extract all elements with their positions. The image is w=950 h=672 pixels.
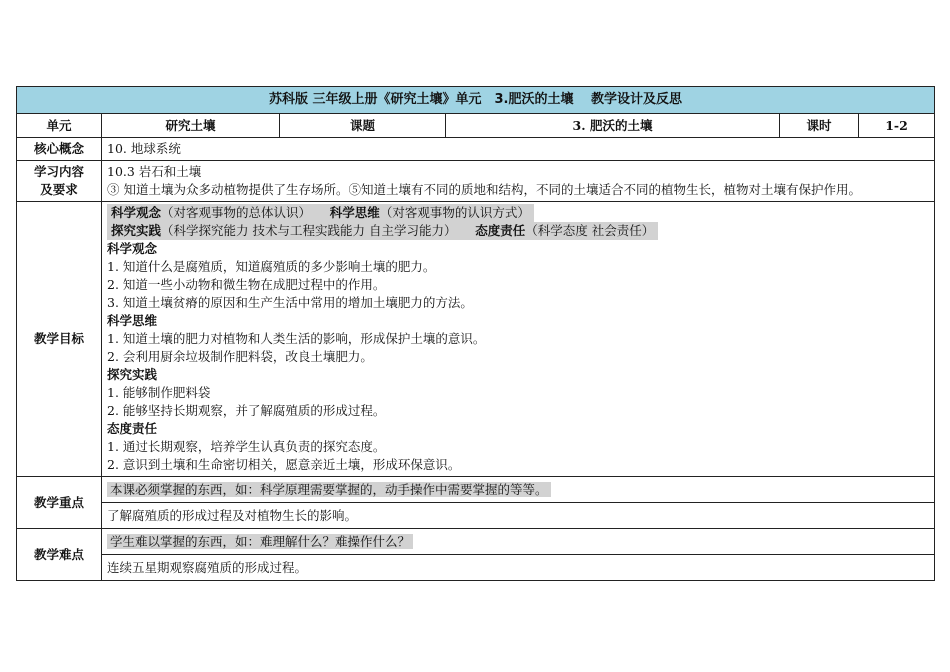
key-points-hint: 本课必须掌握的东西，如：科学原理需要掌握的，动手操作中需要掌握的等等。 xyxy=(107,482,551,497)
tag-desc: （对客观事物的总体认识） xyxy=(161,205,305,220)
difficulties-hint: 学生难以掌握的东西，如：难理解什么？难操作什么？ xyxy=(107,534,413,549)
core-concept-label: 核心概念 xyxy=(17,138,102,161)
topic-label: 课题 xyxy=(280,114,446,138)
tag-desc: （对客观事物的认识方式） xyxy=(379,205,530,220)
key-points-hint-cell xyxy=(102,477,935,503)
tag-desc: （科学探究能力 技术与工程实践能力 自主学习能力） xyxy=(161,223,451,238)
learning-line: 10.3 岩石和土壤 xyxy=(107,164,202,179)
learning-label-line1: 学习内容 xyxy=(33,164,84,179)
objective-tags-row-1 xyxy=(107,204,929,222)
learning-content xyxy=(102,161,935,202)
objective-item: 2. 能够坚持长期观察，并了解腐殖质的形成过程。 xyxy=(107,403,386,418)
unit-label: 单元 xyxy=(17,114,102,138)
objective-heading: 态度责任 xyxy=(107,421,158,436)
tag-title: 科学观念 xyxy=(111,205,162,220)
core-concept-value: 10. 地球系统 xyxy=(102,138,935,161)
objectives-label: 教学目标 xyxy=(17,202,102,477)
tag-title: 科学思维 xyxy=(329,205,380,220)
objective-item: 2. 知道一些小动物和微生物在成肥过程中的作用。 xyxy=(107,277,386,292)
objective-heading: 科学观念 xyxy=(107,241,158,256)
tag-desc: （科学态度 社会责任） xyxy=(525,223,655,238)
objective-item: 1. 知道什么是腐殖质，知道腐殖质的多少影响土壤的肥力。 xyxy=(107,259,436,274)
difficulties-value: 连续五星期观察腐殖质的形成过程。 xyxy=(102,555,935,581)
tag-title: 探究实践 xyxy=(111,223,162,238)
objectives-content xyxy=(102,202,935,477)
period-value: 1-2 xyxy=(859,114,935,138)
tag-title: 态度责任 xyxy=(475,223,526,238)
unit-value: 研究土壤 xyxy=(102,114,280,138)
objective-tags-highlight-2 xyxy=(107,222,658,240)
objective-heading: 科学思维 xyxy=(107,313,158,328)
difficulties-hint-cell xyxy=(102,529,935,555)
learning-content-label xyxy=(17,161,102,202)
objective-tags-highlight-1 xyxy=(107,204,534,222)
lesson-plan-table xyxy=(16,86,935,581)
difficulties-label: 教学难点 xyxy=(17,529,102,581)
objective-item: 1. 能够制作肥料袋 xyxy=(107,385,211,400)
topic-value: 3. 肥沃的土壤 xyxy=(446,114,780,138)
learning-line: ③ 知道土壤为众多动植物提供了生存场所。⑤知道土壤有不同的质地和结构，不同的土壤适合不同的植物生长，植物对土壤有保护作用。 xyxy=(107,182,861,197)
document-title: 苏科版 三年级上册《研究土壤》单元 3.肥沃的土壤 教学设计及反思 xyxy=(17,87,935,114)
objective-item: 2. 会利用厨余垃圾制作肥料袋，改良土壤肥力。 xyxy=(107,349,373,364)
objective-tags-row-2 xyxy=(107,222,929,240)
learning-label-line2: 及要求 xyxy=(40,182,78,197)
objective-item: 2. 意识到土壤和生命密切相关，愿意亲近土壤，形成环保意识。 xyxy=(107,457,461,472)
objective-item: 3. 知道土壤贫瘠的原因和生产生活中常用的增加土壤肥力的方法。 xyxy=(107,295,473,310)
key-points-value: 了解腐殖质的形成过程及对植物生长的影响。 xyxy=(102,503,935,529)
objective-item: 1. 知道土壤的肥力对植物和人类生活的影响，形成保护土壤的意识。 xyxy=(107,331,486,346)
key-points-label: 教学重点 xyxy=(17,477,102,529)
objective-item: 1. 通过长期观察，培养学生认真负责的探究态度。 xyxy=(107,439,386,454)
objective-heading: 探究实践 xyxy=(107,367,158,382)
period-label: 课时 xyxy=(780,114,859,138)
